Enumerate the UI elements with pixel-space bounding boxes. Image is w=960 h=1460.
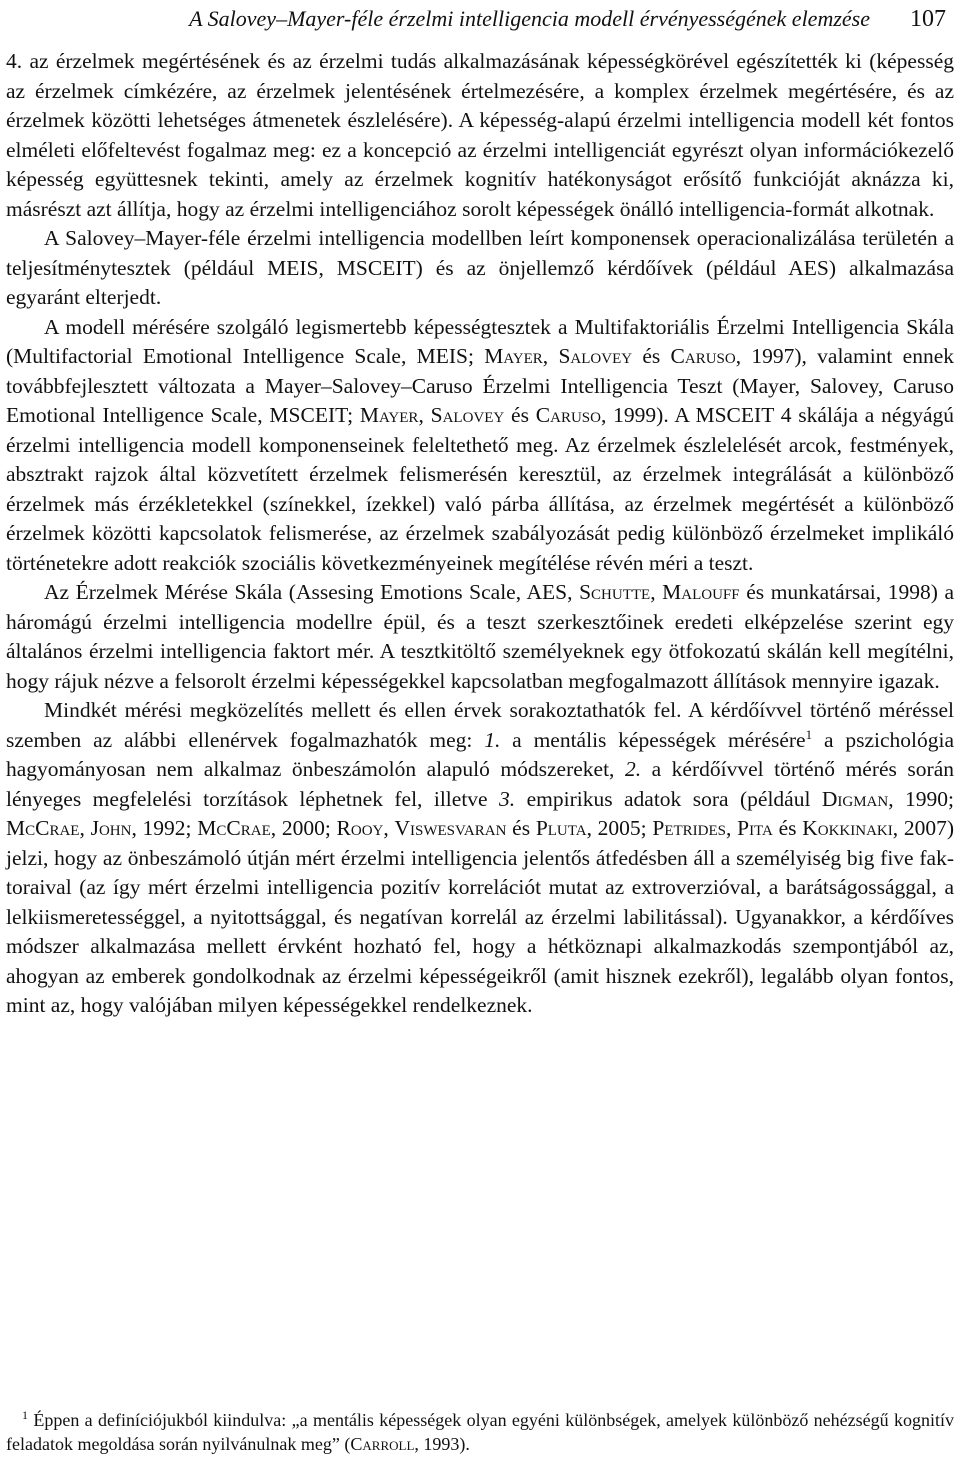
- footnote-text: [6, 1408, 954, 1456]
- paragraph-2: [6, 224, 954, 313]
- text-run: a kérdőívvel történő mérés során lényeges megfelelési torzítások léphetnek fel, illetve: [6, 757, 954, 811]
- author-citation: Pita: [737, 816, 773, 840]
- paragraph-3: [6, 313, 954, 579]
- list-number: 3.: [499, 786, 516, 811]
- author-citation: McCrae: [6, 816, 80, 840]
- footnote: [6, 1408, 954, 1456]
- text-run: , 1999). A MSCEIT 4 skálája a négyágú érzelmi intelligencia modell komponenseinek feleltethető meg. Az érzelmek észlelelését arcok, festmények, absztrakt rajzok által közvetített érzelmek felismerésén keresztül, az érzelmek integrálását a különböző érzelmek más érzékletekkel (színekkel, ízekkel) való párba állítása, az érzelmek megértését a különböző érzelmek közötti kapcsolatok felismerése, az érzelmek szabályozását pedig különböző érzelmeket implikáló történetekre adott reakciók szociális következményeinek megítélése révén méri a teszt.: [6, 403, 954, 575]
- author-citation: Malouff: [662, 580, 740, 604]
- text-run: Éppen a definíciójukból kiindulva: „a mentális képességek olyan egyéni különbségek, amelyek különböző nehézségű kognitív feladatok megoldása során nyilvánulnak meg” (: [6, 1410, 954, 1454]
- text-run: ,: [383, 816, 395, 840]
- text-run: és: [504, 403, 536, 427]
- text-run: a pszichológia hagyományosan nem alkalmaz önbeszámolón alapuló módszereket,: [6, 727, 954, 781]
- author-citation: Petrides: [652, 816, 726, 840]
- author-citation: Mayer: [359, 403, 419, 427]
- author-citation: Salovey: [430, 403, 505, 427]
- author-citation: Caruso: [670, 344, 736, 368]
- text-run: empirikus adatok sora (például: [515, 786, 822, 811]
- author-citation: Salovey: [558, 344, 633, 368]
- author-citation: Mayer: [484, 344, 543, 368]
- text-run: , 1990;: [888, 786, 954, 811]
- text-run: , 2005;: [586, 816, 653, 840]
- text-run: és: [506, 816, 536, 840]
- author-citation: Schutte: [579, 580, 651, 604]
- footnote-number: 1: [22, 1408, 28, 1422]
- author-citation: Caruso: [535, 403, 601, 427]
- text-run: és: [772, 816, 803, 840]
- text-run: ,: [418, 403, 431, 427]
- running-header: [0, 4, 946, 34]
- text-run: ,: [726, 816, 738, 840]
- author-citation: McCrae: [197, 816, 271, 840]
- footnote-reference[interactable]: 1: [805, 726, 813, 742]
- list-number: 1.: [484, 727, 501, 752]
- author-citation: Pluta: [535, 816, 587, 840]
- page-number: 107: [910, 6, 946, 32]
- text-run: ,: [650, 580, 663, 604]
- author-citation: John: [90, 816, 132, 840]
- running-title: A Salovey–Mayer-féle érzelmi intelligencia modell érvényességének elemzése: [189, 6, 870, 31]
- author-citation: Digman: [821, 786, 889, 811]
- text-run: a mentális képességek mérésére: [500, 727, 806, 752]
- text-run: , 1992;: [131, 816, 198, 840]
- text-run: Mindkét mérési megközelítés mellett és ellen érvek sorakoztathatók fel. A kérdőívvel történő méréssel szemben az alábbi ellenérvek fogalmazhatók meg:: [6, 698, 954, 752]
- author-citation: Rooy: [336, 816, 384, 840]
- text-run: 4. az érzelmek megértésének és az érzelmi tudás alkalmazásának képességkörével egészítették ki (képesség az érzelmek címkézére, az érzelmek jelentésének értelmezésére, a komplex érzelmek megértésére, és az érzelmek közötti lehetséges átmenetek észlelésére). A képesség-alapú érzelmi intelligencia modell két fontos elméleti előfeltevést fogalmaz meg: ez a koncepció az érzelmi intelligenciát egyrészt olyan információkezelő képesség együttesnek tekinti, amely az érzelmek kognitív hatékonyságot erősítő funkcióját aknázza ki, másrészt azt állítja, hogy az érzelmi intelligenciához sorolt képességek önálló intelligencia-formát alkotnak.: [6, 49, 954, 221]
- paragraph-1: [6, 47, 954, 224]
- text-run: és munkatársai, 1998) a háromágú érzelmi intelligencia modellre épül, és a teszt szerkesztőinek eredeti elképzelése szerint egy általános érzelmi intelligencia faktort mér. A tesztkitöltő személyeknek egy ötfokozatú skálán kell megítélni, hogy rájuk nézve a felsorolt érzelmi képességekkel kapcsolatban megfogalmazott állítások mennyire igazak.: [6, 580, 954, 693]
- text-run: , 1997), valamint ennek továbbfejlesztett változata a Mayer–Salovey–Caruso Érzelmi Intelligencia Teszt (Mayer, Salovey, Caruso Emotional Intelligence Scale, MSCEIT;: [6, 344, 954, 427]
- text-run: ,: [79, 816, 91, 840]
- author-citation: Kokkinaki: [802, 816, 893, 840]
- text-run: , 2007) jelzi, hogy az önbeszámoló útján mért érzelmi intelligencia jelentős átfedésben áll a személyiség big five faktoraival (az így mért érzelmi intelligencia pozitív korrelációt mutat az extroverzióval, a barátságossággal, a lelkiismeretességgel, a nyitottsággal, és negatívan korrelál az érzelmi labilitással). Ugyanakkor, a kérdőíves módszer alkalmazása mellett érvként hozható fel, hogy a hétköznapi alkalmazkodás szempontjából az, ahogyan az emberek gondolkodnak az érzelmi képességeikről (amit hisznek ezekről), legalább olyan fontos, mint az, hogy valójában milyen képességekkel rendelkeznek.: [6, 816, 955, 1017]
- text-run: , 1993).: [414, 1434, 470, 1454]
- text-run: ,: [542, 344, 559, 368]
- text-run: A Salovey–Mayer-féle érzelmi intelligencia modellben leírt komponensek operacionalizálása területén a teljesítménytesztek (például MEIS, MSCEIT) és az önjellemző kérdőívek (például AES) alkalmazása egyaránt elterjedt.: [6, 226, 954, 309]
- text-run: Az Érzelmek Mérése Skála (Assesing Emotions Scale, AES,: [44, 580, 580, 604]
- author-citation: Viswesvaran: [394, 816, 507, 840]
- text-run: , 2000;: [270, 816, 337, 840]
- list-number: 2.: [624, 757, 642, 781]
- author-citation: Carroll: [350, 1434, 415, 1454]
- text-run: A modell mérésére szolgáló legismertebb képességtesztek a Multifaktoriális Érzelmi Intelligencia Skála (Multifactorial Emotional Intelligence Scale, MEIS;: [6, 314, 954, 368]
- paragraph-4: [6, 578, 954, 696]
- text-run: és: [632, 344, 671, 368]
- paragraph-5: [6, 696, 954, 1021]
- body-text: [6, 47, 954, 1021]
